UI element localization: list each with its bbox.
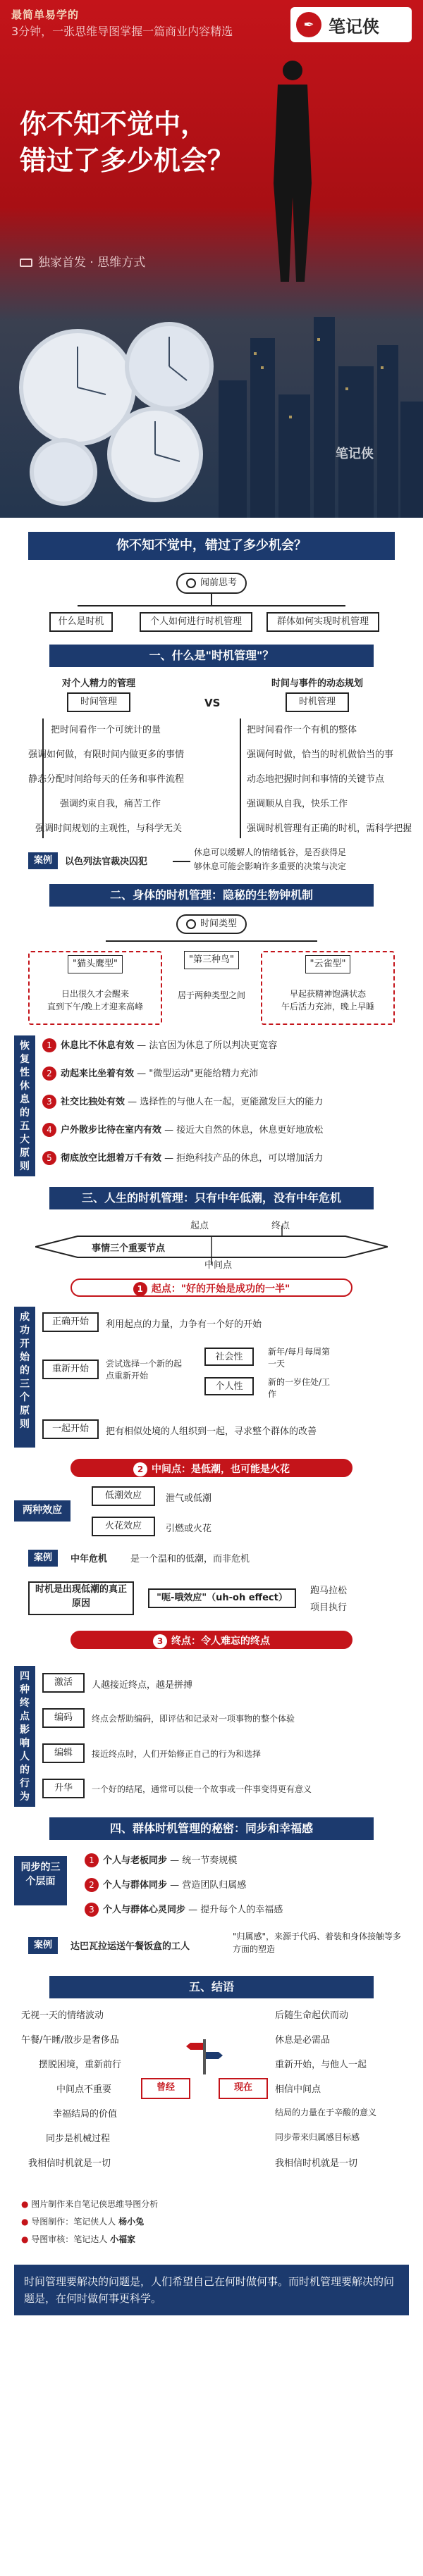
rule-number: 5 [42,1151,56,1165]
section-2-header: 二、身体的时机管理：隐秘的生物钟机制 [49,884,374,907]
personal-branch: 个人性 [204,1377,254,1395]
case-2-desc: 是一个温和的低潮，而非危机 [130,1554,250,1564]
section-5-header: 五、结语 [49,1976,374,1998]
s1-left-item: 强调如何做，有限时间内做更多的事情 [28,749,185,760]
rule-title: 户外散步比待在室内有效 [61,1125,162,1135]
sync-level-1: 1 个人与老板同步 — 统一节奏规模 [85,1853,237,1867]
brand-logo-icon: ✒ [296,12,321,37]
s2-side-label: 恢复性休息的五大原则 [14,1035,35,1176]
sync-level-title: 个人与群体心灵同步 [103,1905,186,1915]
sync-level-2: 2 个人与群体同步 — 营造团队归属感 [85,1877,246,1892]
case-3-title: 达巴瓦拉运送午餐饭盒的工人 [70,1941,190,1952]
credit-name: 小福家 [110,2234,136,2244]
question-personal-timing: 个人如何进行时机管理 [140,612,252,632]
time-type-node [176,914,247,934]
past-item: 幸福结局的价值 [53,2109,118,2120]
ending-elevate: 升华 [42,1779,85,1798]
lark-type-desc: 早起获精神饱满状态 午后活力充沛，晚上早睡 [281,989,374,1012]
credit-line-3 [21,2233,135,2245]
past-item: 午餐/午睡/散步是奢侈品 [21,2035,119,2046]
connector [240,718,241,838]
number-badge: 2 [85,1878,99,1892]
owl-type-desc: 日出很久才会醒来 直到下午/晚上才迎来高峰 [47,989,144,1012]
case-1-desc-1: 休息可以缓解人的情绪低谷，是否获得足 [194,847,347,857]
ending-edit: 编辑 [42,1743,85,1763]
reason-2: 项目执行 [310,1603,348,1613]
footer-summary: 时间管理要解决的问题是，人们希望自己在何时做何事。而时机管理要解决的问题是，在何时做何事更科学。 [14,2265,409,2315]
sync-level-title: 个人与群体同步 [103,1880,168,1891]
headline-line-1: 你不知不觉中， [20,108,208,139]
correct-start: 正确开始 [42,1312,99,1332]
sync-level-desc: 统一节奏规模 [182,1855,238,1866]
credit-line-2 [21,2215,144,2227]
ending-encode-desc: 终点会帮助编码，即评估和记录对一项事物的整个体验 [92,1714,295,1724]
rest-rule-2: 2 动起来比坐着有效 — "微型运动"更能给精力充沛 [42,1066,416,1094]
now-item: 相信中间点 [275,2084,321,2095]
start-point-title-text: 起点："好的开始是成功的一半" [151,1283,290,1295]
restart: 重新开始 [42,1359,99,1379]
past-item: 中间点不重要 [56,2084,112,2095]
restart-desc: 尝试选择一个新的起点重新开始 [106,1359,183,1381]
connector [211,594,212,605]
mid-point-title [70,1459,352,1477]
rest-rule-1: 1 休息比不休息有效 — 法官因为休息了所以判决更宽容 [42,1038,416,1066]
tag-icon [20,259,32,267]
social-branch: 社会性 [204,1348,254,1366]
mid-point-reason: 时机是出现低潮的真正原因 [28,1581,134,1615]
mindmap-title: 你不知不觉中，错过了多少机会？ [28,532,395,560]
now-item: 我相信时机就是一切 [275,2158,358,2169]
section-4-header: 四、群体时机管理的秘密：同步和幸福感 [49,1817,374,1840]
bullet-icon: ● [21,2199,32,2209]
number-badge: 1 [133,1282,147,1296]
rest-rule-3: 3 社交比独处有效 — 选择性的与他人在一起，更能激发巨大的能力 [42,1094,416,1122]
uh-oh-effect: "呃-哦效应"（uh-oh effect） [148,1588,296,1608]
ending-elevate-desc: 一个好的结尾，通常可以使一个故事或一件事变得更有意义 [92,1784,312,1794]
third-bird-card [169,951,254,1001]
credit-text: 导图制作：笔记侠人人 [31,2217,116,2227]
s1-left-item: 静态分配时间给每天的任务和事件流程 [28,774,185,785]
sync-level-3: 3 个人与群体心灵同步 — 提升每个人的幸福感 [85,1902,283,1917]
spark-effect-desc: 引燃或火花 [166,1524,212,1534]
end-point-title [70,1631,352,1649]
low-effect: 低潮效应 [92,1486,155,1506]
past-item: 同步是机械过程 [46,2134,111,2144]
now-node: 现在 [219,2078,268,2099]
question-group-timing: 群体如何实现时机管理 [266,612,379,632]
vs-label: VS [204,697,221,709]
header-tagline [20,252,145,270]
timeline-mid: 中间点 [204,1260,233,1271]
number-badge: 3 [85,1903,99,1917]
rule-number: 2 [42,1066,56,1081]
connector [173,861,190,862]
intro-node [176,573,247,594]
clock-icon [186,919,196,929]
silhouette-person-illustration [268,56,317,289]
case-2-label: 案例 [28,1550,58,1567]
owl-type-card [28,951,162,1025]
s3-p1-side-label: 成功开始的三个原则 [14,1307,35,1448]
credit-text: 导图审核：笔记达人 [31,2234,108,2244]
ending-edit-desc: 接近终点时，人们开始修正自己的行为和选择 [92,1749,262,1759]
case-2-title: 中年危机 [70,1554,108,1564]
credit-line-1 [21,2198,158,2210]
brand-logo-text: 笔记侠 [329,16,379,37]
mindmap-content [0,518,423,2576]
past-item: 我相信时机就是一切 [28,2158,111,2169]
case-3-label: 案例 [28,1937,58,1954]
credit-name: 杨小兔 [118,2217,145,2227]
rest-rules-list [42,1038,416,1178]
past-item: 无视一天的情绪波动 [21,2010,104,2021]
bullet-icon: ● [21,2234,32,2244]
four-endings-label: 四种终点影响人的行为 [14,1666,35,1807]
case-3-desc: "归属感"，来源于代码、着装和身体接触等多方面的塑造 [233,1931,402,1954]
timing-management-box: 时机管理 [286,692,349,712]
s1-right-item: 强调顺从自我，快乐工作 [247,799,348,809]
watermark: 笔记侠 [336,447,374,461]
personal-leaf: 新的一岁住处/工作 [268,1377,331,1399]
now-item: 同步带来归属感目标感 [275,2132,360,2142]
connector [78,605,345,606]
case-1-title: 以色列法官裁决囚犯 [65,857,148,867]
connector [106,940,317,942]
case-1-desc-2: 够休息可能会影响许多重要的决策与决定 [194,861,347,871]
header-banner [0,0,423,518]
number-badge: 1 [85,1853,99,1867]
start-point-title [70,1278,352,1297]
case-1-label: 案例 [28,852,58,869]
clock-icon [186,578,196,588]
page-headline [20,106,274,179]
rule-desc: 接近大自然的休息，休息更好地放松 [176,1125,324,1135]
lark-type-card [261,951,395,1025]
s1-right-item: 强调何时做，恰当的时机做恰当的事 [247,749,394,760]
two-effects-label: 两种效应 [14,1500,70,1522]
number-badge: 2 [133,1462,147,1476]
ending-encode: 编码 [42,1708,85,1728]
lark-type-label: "云雀型" [305,955,351,973]
s1-right-item: 把时间看作一个有机的整体 [247,725,357,735]
s1-right-title: 时间与事件的动态规划 [271,678,363,689]
s1-right-item: 强调时机管理有正确的时机，需科学把握 [247,823,412,834]
time-management-box: 时间管理 [67,692,130,712]
brand-logo [290,7,412,42]
rest-rule-5: 5 彻底放空比想着万千有效 — 拒绝科技产品的休息，可以增加活力 [42,1150,416,1178]
now-item: 休息是必需品 [275,2035,331,2046]
rule-title: 彻底放空比想着万千有效 [61,1153,162,1164]
rule-desc: 拒绝科技产品的休息，可以增加活力 [176,1153,324,1164]
rule-number: 1 [42,1038,56,1052]
question-what-is-timing: 什么是时机 [49,612,113,632]
intro-label: 闻前思考 [200,578,237,588]
sync-level-desc: 营造团队归属感 [182,1880,247,1891]
number-badge: 3 [153,1634,167,1648]
rule-number: 3 [42,1095,56,1109]
owl-type-label: "猫头鹰型" [68,955,123,973]
past-node: 曾经 [141,2078,190,2099]
ending-activate: 激活 [42,1673,85,1693]
third-bird-label: "第三种鸟" [184,951,239,969]
now-item: 后随生命起伏而动 [275,2010,349,2021]
past-item: 摆脱困境，重新前行 [39,2060,122,2070]
sync-level-desc: 提升每个人的幸福感 [200,1905,283,1915]
end-point-title-text: 终点：令人难忘的终点 [171,1636,270,1647]
rule-title: 社交比独处有效 [61,1097,125,1107]
timeline-start: 起点 [190,1221,209,1231]
header-topline: 最简单易学的 [11,8,80,21]
rule-title: 动起来比坐着有效 [61,1069,135,1079]
rest-rule-4: 4 户外散步比待在室内有效 — 接近大自然的休息，休息更好地放松 [42,1122,416,1150]
signpost-icon [183,2032,226,2074]
start-together: 一起开始 [42,1419,99,1439]
s1-left-item: 强调约束自我，痛苦工作 [60,799,161,809]
section-1-header: 一、什么是"时机管理"？ [49,645,374,667]
rule-title: 休息比不休息有效 [61,1040,135,1051]
s1-left-item: 强调时间规划的主观性，与科学无关 [35,823,183,834]
mid-point-title-text: 中间点：是低潮，也可能是火花 [152,1464,290,1475]
low-effect-desc: 泄气或低潮 [166,1493,212,1504]
rule-number: 4 [42,1123,56,1137]
rule-desc: 法官因为休息了所以判决更宽容 [149,1040,278,1051]
ending-activate-desc: 人越接近终点，越是拼搏 [92,1680,193,1691]
spark-effect: 火花效应 [92,1517,155,1536]
correct-start-desc: 利用起点的力量，力争有一个好的开始 [106,1319,262,1330]
timeline-end: 终点 [271,1221,290,1231]
now-item: 重新开始，与他人一起 [275,2060,367,2070]
header-subtitle: 3分钟，一张思维导图掌握一篇商业内容精选 [11,25,233,38]
start-together-desc: 把有相似处境的人组织到一起，寻求整个群体的改善 [106,1426,317,1437]
sync-level-title: 个人与老板同步 [103,1855,168,1866]
s1-right-item: 动态地把握时间和事情的关键节点 [247,774,385,785]
rule-desc: "微型运动"更能给精力充沛 [149,1069,259,1079]
city-skyline-illustration [212,296,423,518]
sync-levels-label: 同步的三个层面 [14,1856,67,1905]
s1-left-title: 对个人精力的管理 [61,678,135,689]
social-leaf: 新年/每月每周第一天 [268,1347,331,1369]
s1-left-item: 把时间看作一个可统计的量 [51,725,161,735]
timeline-event-label: 事情三个重要节点 [92,1243,166,1254]
bullet-icon: ● [21,2217,32,2227]
reason-1: 跑马拉松 [310,1586,348,1596]
time-type-label: 时间类型 [200,919,237,929]
rule-desc: 选择性的与他人在一起，更能激发巨大的能力 [140,1097,324,1107]
section-3-header: 三、人生的时机管理：只有中年低潮，没有中年危机 [49,1187,374,1209]
third-bird-desc: 居于两种类型之间 [177,990,245,1000]
credit-text: 图片制作来自笔记侠思维导图分析 [31,2199,159,2209]
headline-line-2: 错过了多少机会？ [20,145,235,176]
tagline-text: 独家首发 · 思维方式 [38,256,146,270]
now-item: 结局的力量在于辛酸的意义 [275,2108,377,2117]
